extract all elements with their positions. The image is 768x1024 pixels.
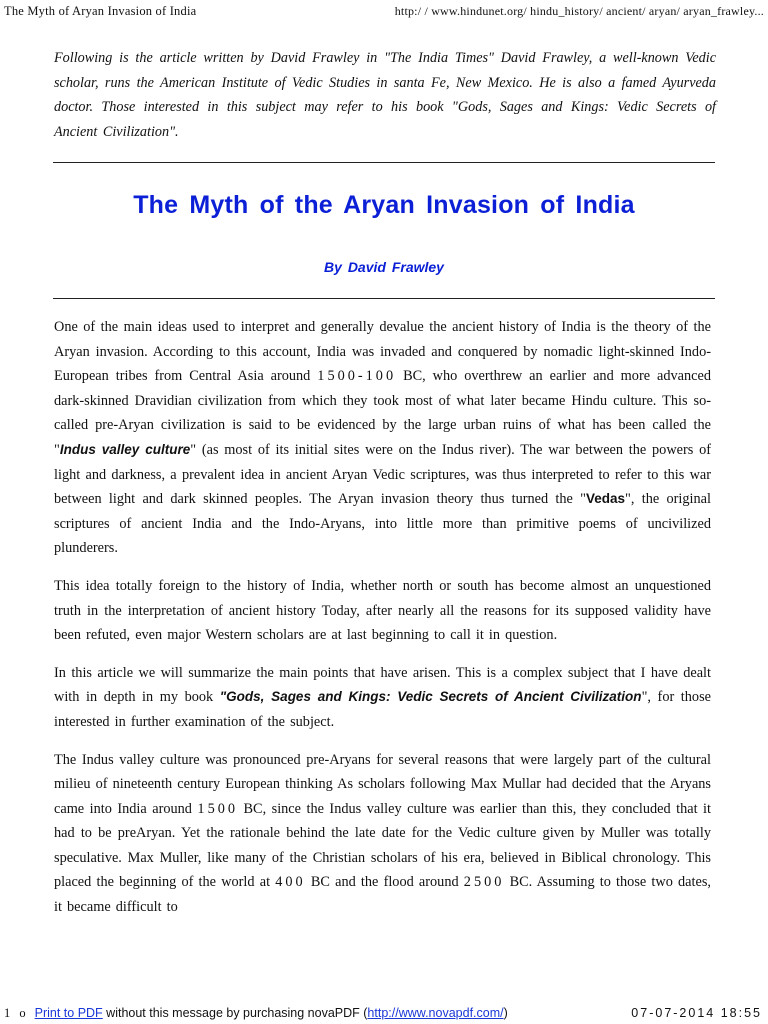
article-byline: By David Frawley — [324, 259, 444, 275]
year-1500: 1500 — [197, 800, 239, 817]
article-body — [54, 315, 711, 933]
article-title: The Myth of the Aryan Invasion of India — [133, 191, 635, 219]
paragraph-2: This idea totally foreign to the history of India, whether north or south has become almost an unquestioned truth in the interpretation of ancient history Today, after nearly all the reasons for its supposed validity have been refuted, even major Western scholars are at last beginning to call it in question. — [54, 577, 711, 644]
print-header-url: http:/ / www.hindunet.org/ hindu_history/ ancient/ aryan/ aryan_frawley... — [394, 3, 764, 18]
print-header-title: The Myth of Aryan Invasion of India — [4, 3, 197, 18]
book-title-emphasis: "Gods, Sages and Kings: Vedic Secrets of Ancient Civilization — [219, 689, 642, 705]
emphasis-vedas: Vedas — [586, 491, 626, 507]
year-400: 400 — [275, 874, 306, 891]
print-footer — [4, 1004, 762, 1022]
emphasis-indus-valley: Indus valley culture — [59, 441, 191, 457]
footer-left: 1 o Print to PDF without this message by purchasing novaPDF (http://www.novapdf.com/) — [4, 1005, 508, 1020]
paragraph-1: One of the main ideas used to interpret and generally devalue the ancient history of India is the theory of the Aryan invasion. According to this account, India was invaded and conquered by nomadic light-skinned Indo-European tribes from Central Asia around 1500-100 BC, who overthrew an earlier and more advanced dark-skinned Dravidian civilization from which they took most of what later became Hindu culture. This so-called pre-Aryan civilization is said to be evidenced by the large urban ruins of what has been called the "Indus valley culture" (as most of its initial sites were on the Indus river). The war between the powers of light and darkness, a prevalent idea in ancient Aryan Vedic scriptures, was thus interpreted to refer to this war between light and dark skinned peoples. The Aryan invasion theory thus turned the "Vedas", the original scriptures of ancient India and the Indo-Aryans, into little more than primitive poems of uncivilized plunderers. — [54, 319, 711, 557]
print-to-pdf-link[interactable]: Print to PDF — [34, 1005, 103, 1020]
date-range: 1500-100 — [317, 368, 397, 385]
print-header — [4, 2, 764, 20]
print-timestamp: 07-07-2014 18:55 — [631, 1006, 762, 1020]
year-2500: 2500 — [463, 874, 505, 891]
intro-note: Following is the article written by David Frawley in "The India Times" David Frawley, a well-known Vedic scholar, runs the American Institute of Vedic Studies in santa Fe, New Mexico. He is also a famed Ayurveda doctor. Those interested in this subject may refer to his book "Gods, Sages and Kings: Vedic Secrets of Ancient Civilization". — [54, 50, 716, 140]
top-divider — [53, 162, 715, 163]
page-number: 1 o — [4, 1005, 29, 1020]
paragraph-4: The Indus valley culture was pronounced pre-Aryans for several reasons that were largely part of the cultural milieu of nineteenth century European thinking As scholars following Max Mullar had decided that the Aryans came into India around 1500 BC, since the Indus valley culture was earlier than this, they concluded that it had to be preAryan. Yet the rationale behind the late date for the Vedic culture given by Muller was totally speculative. Max Muller, like many of the Christian scholars of his era, believed in Biblical chronology. This placed the beginning of the world at 400 BC and the flood around 2500 BC. Assuming to those two dates, it became difficult to — [54, 751, 711, 916]
title-divider — [53, 298, 715, 299]
novapdf-url-link[interactable]: http://www.novapdf.com/ — [367, 1005, 504, 1020]
paragraph-3: In this article we will summarize the main points that have arisen. This is a complex subject that I have dealt with in depth in my book "Gods, Sages and Kings: Vedic Secrets of Ancient Civilization", for those interested in further examination of the subject. — [54, 664, 711, 730]
